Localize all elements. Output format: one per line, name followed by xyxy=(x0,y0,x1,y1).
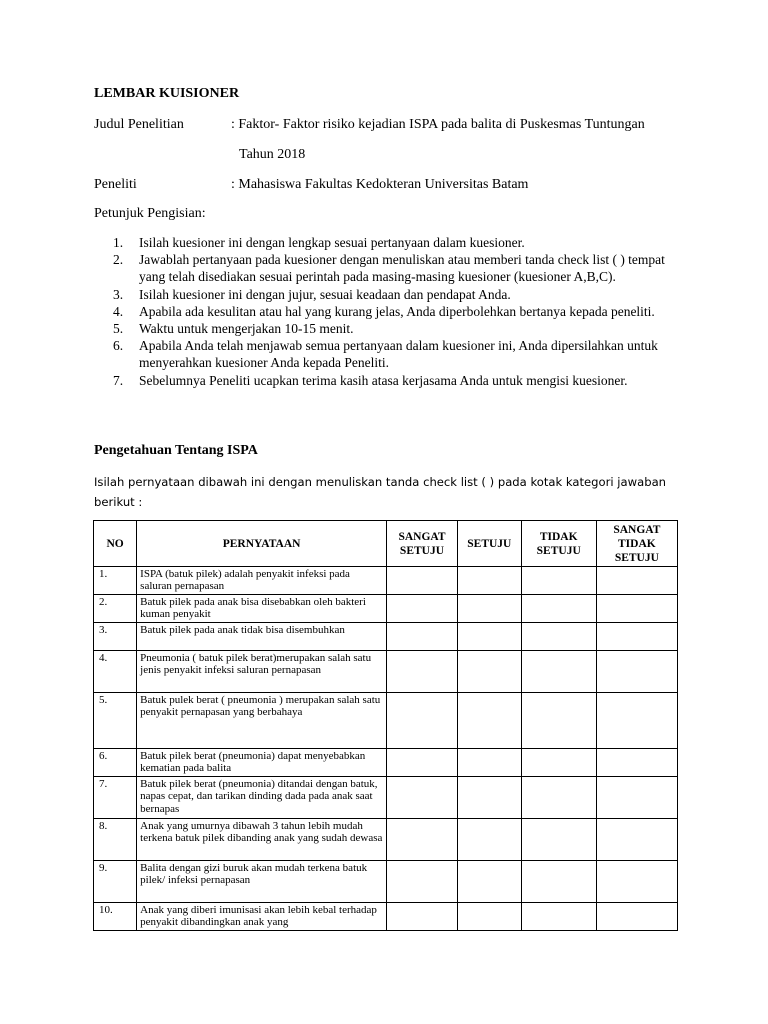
row-statement: ISPA (batuk pilek) adalah penyakit infeksi pada saluran pernapasan xyxy=(137,567,387,595)
answer-cell-sangat-tidak-setuju[interactable] xyxy=(596,777,677,819)
answer-cell-setuju[interactable] xyxy=(457,651,521,693)
instruction-item: 4. Apabila ada kesulitan atau hal yang kurang jelas, Anda diperbolehkan bertanya kepada peneliti. xyxy=(113,303,655,319)
answer-cell-sangat-tidak-setuju[interactable] xyxy=(596,861,677,903)
answer-cell-sangat-setuju[interactable] xyxy=(387,567,458,595)
table-row xyxy=(94,623,678,651)
instruction-item: 1. Isilah kuesioner ini dengan lengkap sesuai pertanyaan dalam kuesioner. xyxy=(113,235,525,250)
answer-cell-sangat-tidak-setuju[interactable] xyxy=(596,693,677,749)
table-row xyxy=(94,567,678,595)
instruction-item: 5. Waktu untuk mengerjakan 10-15 menit. xyxy=(113,321,354,337)
answer-cell-setuju[interactable] xyxy=(457,777,521,819)
instruction-item: 7. Sebelumnya Peneliti ucapkan terima kasih atasa kerjasama Anda untuk mengisi kuesioner. xyxy=(113,372,628,388)
judul-value: : Faktor- Faktor risiko kejadian ISPA pada balita di Puskesmas Tuntungan xyxy=(231,117,645,132)
row-statement: Anak yang umurnya dibawah 3 tahun lebih mudah terkena batuk pilek dibanding anak yang sudah dewasa xyxy=(137,819,387,861)
answer-cell-tidak-setuju[interactable] xyxy=(521,567,596,595)
row-statement: Batuk pulek berat ( pneumonia ) merupakan salah satu penyakit pernapasan yang berbahaya xyxy=(137,693,387,749)
row-number: 9. xyxy=(94,861,137,903)
row-number: 7. xyxy=(94,777,137,819)
answer-cell-sangat-setuju[interactable] xyxy=(387,749,458,777)
table-row xyxy=(94,651,678,693)
table-row xyxy=(94,861,678,903)
instruction-item: 6. Apabila Anda telah menjawab semua pertanyaan dalam kuesioner ini, Anda dipersilahkan untuk menyerahkan kuesioner Anda kepada Peneliti. xyxy=(113,338,658,371)
answer-cell-setuju[interactable] xyxy=(457,693,521,749)
questionnaire-table xyxy=(93,520,678,931)
row-statement: Batuk pilek pada anak bisa disebabkan oleh bakteri kuman penyakit xyxy=(137,595,387,623)
answer-cell-sangat-tidak-setuju[interactable] xyxy=(596,651,677,693)
row-number: 8. xyxy=(94,819,137,861)
row-statement: Anak yang diberi imunisasi akan lebih kebal terhadap penyakit dibandingkan anak yang xyxy=(137,903,387,931)
judul-value-cont: Tahun 2018 xyxy=(239,147,306,162)
answer-cell-setuju[interactable] xyxy=(457,595,521,623)
peneliti-label: Peneliti xyxy=(94,177,137,192)
answer-cell-sangat-tidak-setuju[interactable] xyxy=(596,749,677,777)
answer-cell-sangat-setuju[interactable] xyxy=(387,651,458,693)
answer-cell-setuju[interactable] xyxy=(457,749,521,777)
header-sangat-tidak-setuju: SANGAT TIDAK SETUJU xyxy=(596,521,677,567)
answer-cell-tidak-setuju[interactable] xyxy=(521,651,596,693)
answer-cell-setuju[interactable] xyxy=(457,861,521,903)
answer-cell-sangat-setuju[interactable] xyxy=(387,595,458,623)
instruction-item: 2. Jawablah pertanyaan pada kuesioner dengan menuliskan atau memberi tanda check list ( ) tempat yang telah disediakan sesuai perintah pada masing-masing kuesioner (kuesioner A,B,C). xyxy=(113,252,665,285)
row-number: 4. xyxy=(94,651,137,693)
header-sangat-setuju: SANGAT SETUJU xyxy=(387,521,458,567)
row-number: 10. xyxy=(94,903,137,931)
header-tidak-setuju: TIDAK SETUJU xyxy=(521,521,596,567)
section-note: Isilah pernyataan dibawah ini dengan menuliskan tanda check list ( ) pada kotak kategori jawaban berikut : xyxy=(94,475,667,509)
answer-cell-tidak-setuju[interactable] xyxy=(521,777,596,819)
row-statement: Batuk pilek berat (pneumonia) dapat menyebabkan kematian pada balita xyxy=(137,749,387,777)
row-number: 3. xyxy=(94,623,137,651)
row-number: 6. xyxy=(94,749,137,777)
answer-cell-sangat-tidak-setuju[interactable] xyxy=(596,903,677,931)
answer-cell-sangat-setuju[interactable] xyxy=(387,819,458,861)
table-row xyxy=(94,903,678,931)
answer-cell-sangat-setuju[interactable] xyxy=(387,693,458,749)
answer-cell-tidak-setuju[interactable] xyxy=(521,595,596,623)
answer-cell-setuju[interactable] xyxy=(457,567,521,595)
answer-cell-sangat-tidak-setuju[interactable] xyxy=(596,819,677,861)
answer-cell-sangat-tidak-setuju[interactable] xyxy=(596,595,677,623)
answer-cell-tidak-setuju[interactable] xyxy=(521,693,596,749)
peneliti-value: : Mahasiswa Fakultas Kedokteran Universitas Batam xyxy=(231,177,529,192)
row-statement: Batuk pilek pada anak tidak bisa disembuhkan xyxy=(137,623,387,651)
section-heading: Pengetahuan Tentang ISPA xyxy=(94,443,258,458)
answer-cell-sangat-setuju[interactable] xyxy=(387,623,458,651)
table-row xyxy=(94,777,678,819)
instructions-heading: Petunjuk Pengisian: xyxy=(94,206,206,221)
instruction-item: 3. Isilah kuesioner ini dengan jujur, sesuai keadaan dan pendapat Anda. xyxy=(113,286,511,302)
answer-cell-tidak-setuju[interactable] xyxy=(521,623,596,651)
row-statement: Pneumonia ( batuk pilek berat)merupakan salah satu jenis penyakit infeksi saluran pernapasan xyxy=(137,651,387,693)
row-statement: Batuk pilek berat (pneumonia) ditandai dengan batuk, napas cepat, dan tarikan dinding dada pada anak saat bernapas xyxy=(137,777,387,819)
answer-cell-sangat-setuju[interactable] xyxy=(387,777,458,819)
answer-cell-tidak-setuju[interactable] xyxy=(521,819,596,861)
answer-cell-sangat-setuju[interactable] xyxy=(387,903,458,931)
header-setuju: SETUJU xyxy=(457,521,521,567)
answer-cell-tidak-setuju[interactable] xyxy=(521,749,596,777)
instructions-list xyxy=(94,234,674,389)
judul-label: Judul Penelitian xyxy=(94,117,184,132)
answer-cell-setuju[interactable] xyxy=(457,819,521,861)
header-no: NO xyxy=(94,521,137,567)
table-header-row xyxy=(94,521,678,567)
answer-cell-tidak-setuju[interactable] xyxy=(521,861,596,903)
answer-cell-sangat-tidak-setuju[interactable] xyxy=(596,567,677,595)
answer-cell-setuju[interactable] xyxy=(457,623,521,651)
answer-cell-sangat-tidak-setuju[interactable] xyxy=(596,623,677,651)
row-number: 2. xyxy=(94,595,137,623)
table-row xyxy=(94,749,678,777)
answer-cell-tidak-setuju[interactable] xyxy=(521,903,596,931)
answer-cell-sangat-setuju[interactable] xyxy=(387,861,458,903)
table-row xyxy=(94,693,678,749)
row-statement: Balita dengan gizi buruk akan mudah terkena batuk pilek/ infeksi pernapasan xyxy=(137,861,387,903)
row-number: 5. xyxy=(94,693,137,749)
table-row xyxy=(94,595,678,623)
table-row xyxy=(94,819,678,861)
row-number: 1. xyxy=(94,567,137,595)
answer-cell-setuju[interactable] xyxy=(457,903,521,931)
header-statement: PERNYATAAN xyxy=(137,521,387,567)
document-title: LEMBAR KUISIONER xyxy=(94,86,240,101)
